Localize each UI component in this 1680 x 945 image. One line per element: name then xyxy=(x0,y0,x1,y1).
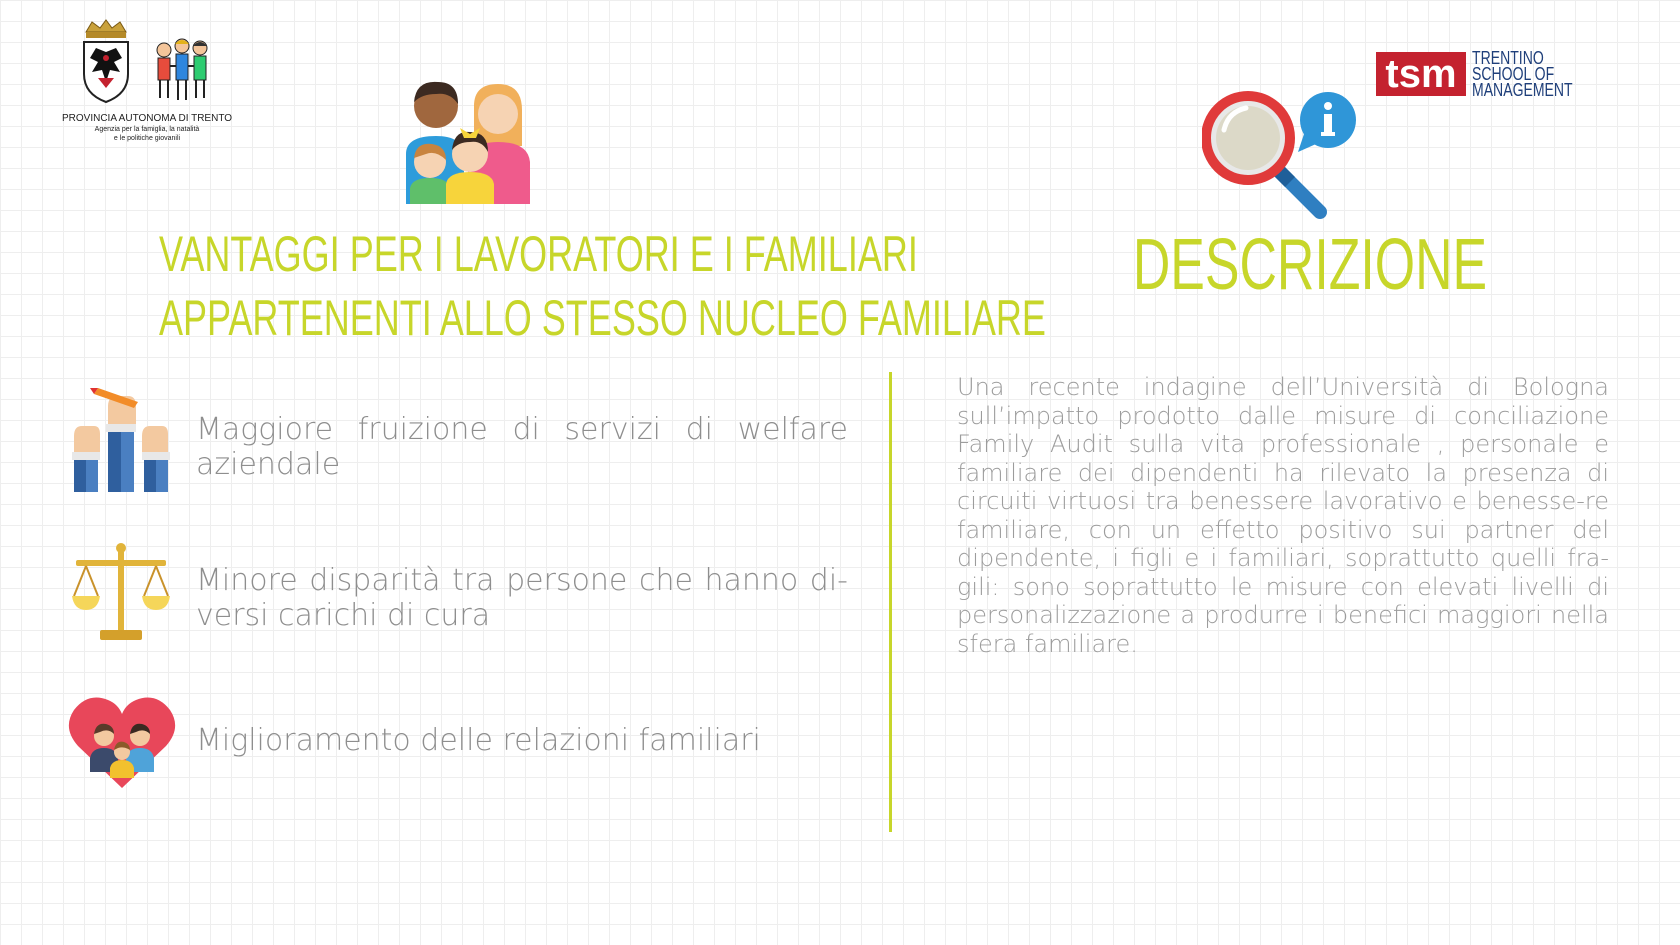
tsm-line-3: MANAGEMENT xyxy=(1472,80,1573,100)
info-bubble-icon xyxy=(1296,90,1358,154)
agenzia-line-2: e le politiche giovanili xyxy=(113,135,181,142)
family-icon xyxy=(398,76,540,204)
benefit-1-text: Maggiore fruizione di servizi di welfare aziendale xyxy=(196,412,848,482)
balance-scale-icon xyxy=(70,542,172,642)
tsm-line-2: SCHOOL OF xyxy=(1472,64,1555,84)
tsm-line-1: TRENTINO xyxy=(1472,48,1544,68)
left-title xyxy=(159,222,1046,350)
left-title-line-2: APPARTENENTI ALLO STESSO NUCLEO FAMILIARE xyxy=(159,290,1046,346)
tsm-mark: tsm xyxy=(1376,52,1466,96)
coat-of-arms-icon xyxy=(78,18,134,106)
left-title-line-1: VANTAGGI PER I LAVORATORI E I FAMILIARI xyxy=(159,226,918,282)
agenzia-line-1: Agenzia per la famiglia, la natalità xyxy=(94,126,200,133)
family-heart-icon xyxy=(68,694,176,790)
provincia-logo xyxy=(62,18,232,148)
benefit-3-text: Miglioramento delle relazioni familiari xyxy=(196,723,761,758)
provincia-name: PROVINCIA AUTONOMA DI TRENTO xyxy=(62,113,233,124)
tsm-logo xyxy=(1376,50,1586,100)
vertical-divider xyxy=(889,372,892,832)
description-title: DESCRIZIONE xyxy=(1132,225,1488,305)
children-drawing-icon xyxy=(150,36,214,106)
benefit-2-text: Minore disparità tra persone che hanno di-versi carichi di cura xyxy=(196,563,848,633)
raised-hands-icon xyxy=(68,386,174,492)
description-text: Una recente indagine dell’Università di Bologna sull’impatto prodotto dalle misure di conciliazione Family Audit sulla vita professionale , personale e familiare dei dipendenti ha rilevato la presenza di circuiti virtuosi tra benessere lavorativo e benesse-re familiare, con un effetto positivo sui partner del dipendente, i figli e i familiari, soprattutto quelli fra-gili: sono soprattutto le misure con elevati livelli di personalizzazione a produrre i benefici maggiori nella sfera familiare. xyxy=(957,373,1609,658)
